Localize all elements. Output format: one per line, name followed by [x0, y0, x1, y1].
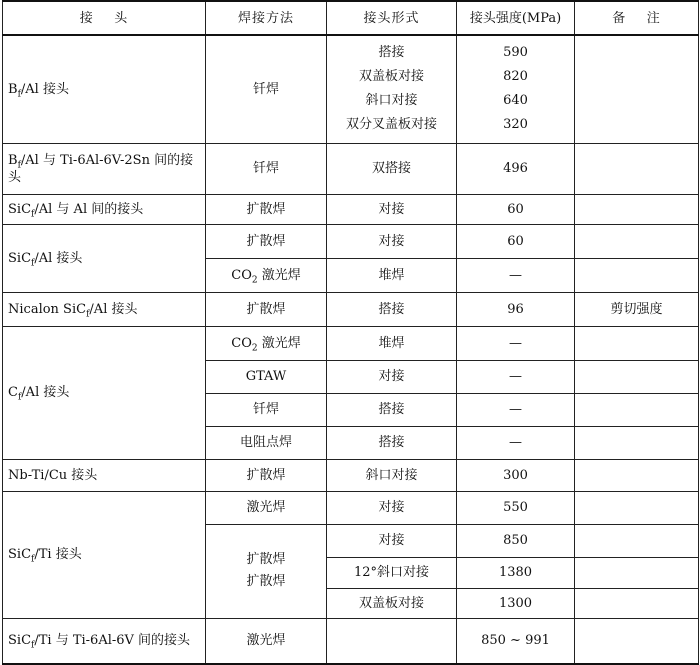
joint-cell: SiC$_f$/Al 接头: [3, 224, 206, 292]
method-cell: 扩散焊 扩散焊: [206, 524, 327, 618]
header-method: 焊接方法: [206, 1, 327, 35]
header-strength: 接头强度(MPa): [457, 1, 575, 35]
strength-cell: —: [457, 326, 575, 360]
strength-cell: —: [457, 258, 575, 292]
note-cell: [575, 393, 699, 426]
form-cell: 对接: [327, 491, 457, 524]
method-cell: 钎焊: [206, 143, 327, 194]
joint-cell: SiC$_f$/Ti 接头: [3, 491, 206, 618]
table-row: [3, 143, 699, 194]
form-cell: 斜口对接: [327, 459, 457, 491]
joint-cell: $C_f/Al$ 接头: [3, 326, 206, 459]
joint-cell: $B_f/Al$ 与 Ti-6Al-6V-2Sn 间的接头: [3, 143, 206, 194]
note-cell: [575, 35, 699, 143]
method-cell: 扩散焊: [206, 292, 327, 326]
strength-cell: 60: [457, 224, 575, 258]
note-cell: [575, 194, 699, 224]
header-form: 接头形式: [327, 1, 457, 35]
method-cell: 钎焊: [206, 393, 327, 426]
method-cell: 钎焊: [206, 35, 327, 143]
method-cell: 扩散焊: [206, 224, 327, 258]
strength-cell: 550: [457, 491, 575, 524]
strength-cell: 590 820 640 320: [457, 35, 575, 143]
form-cell: 对接: [327, 524, 457, 557]
table-row: [3, 326, 699, 360]
form-cell: 搭接: [327, 393, 457, 426]
note-cell: [575, 426, 699, 459]
strength-cell: 1380: [457, 557, 575, 588]
method-cell: GTAW: [206, 360, 327, 393]
strength-cell: 1300: [457, 588, 575, 618]
form-cell: 双搭接: [327, 143, 457, 194]
form-cell: 对接: [327, 224, 457, 258]
form-cell: 堆焊: [327, 326, 457, 360]
note-cell: [575, 258, 699, 292]
strength-cell: —: [457, 426, 575, 459]
joint-cell: Nicalon SiC$_f$/Al 接头: [3, 292, 206, 326]
joint-cell: Nb-Ti/Cu 接头: [3, 459, 206, 491]
strength-cell: —: [457, 360, 575, 393]
form-cell: 堆焊: [327, 258, 457, 292]
form-cell: 双盖板对接: [327, 588, 457, 618]
note-cell: [575, 360, 699, 393]
note-cell: [575, 459, 699, 491]
strength-cell: 850 ~ 991: [457, 618, 575, 664]
header-joint: 接 头: [3, 1, 206, 35]
joint-strength-table: [2, 0, 699, 665]
table-row: [3, 194, 699, 224]
method-cell: 激光焊: [206, 491, 327, 524]
method-cell: 扩散焊: [206, 459, 327, 491]
note-cell: [575, 618, 699, 664]
note-cell: 剪切强度: [575, 292, 699, 326]
table-row: [3, 459, 699, 491]
note-cell: [575, 326, 699, 360]
note-cell: [575, 491, 699, 524]
table-row: [3, 35, 699, 143]
method-cell: 激光焊: [206, 618, 327, 664]
note-cell: [575, 557, 699, 588]
form-cell: 对接: [327, 360, 457, 393]
note-cell: [575, 224, 699, 258]
table-row: [3, 491, 699, 524]
note-cell: [575, 588, 699, 618]
form-cell: 搭接: [327, 292, 457, 326]
joint-cell: SiC$_f$/Al 与 Al 间的接头: [3, 194, 206, 224]
strength-cell: —: [457, 393, 575, 426]
form-cell: 12°斜口对接: [327, 557, 457, 588]
strength-cell: 850: [457, 524, 575, 557]
joint-cell: $B_f/Al$ 接头: [3, 35, 206, 143]
method-cell: $CO_2$ 激光焊: [206, 326, 327, 360]
table-row: [3, 224, 699, 258]
header-note: 备 注: [575, 1, 699, 35]
form-cell: 对接: [327, 194, 457, 224]
form-cell: 搭接: [327, 426, 457, 459]
table-row: [3, 618, 699, 664]
method-cell: 扩散焊: [206, 194, 327, 224]
method-cell: $CO_2$ 激光焊: [206, 258, 327, 292]
joint-cell: SiC$_f$/Ti 与 Ti-6Al-6V 间的接头: [3, 618, 206, 664]
method-cell: 电阻点焊: [206, 426, 327, 459]
note-cell: [575, 524, 699, 557]
strength-cell: 96: [457, 292, 575, 326]
form-cell: [327, 618, 457, 664]
strength-cell: 60: [457, 194, 575, 224]
note-cell: [575, 143, 699, 194]
table-row: [3, 292, 699, 326]
strength-cell: 300: [457, 459, 575, 491]
header-row: [3, 1, 699, 35]
strength-cell: 496: [457, 143, 575, 194]
form-cell: 搭接 双盖板对接 斜口对接 双分叉盖板对接: [327, 35, 457, 143]
